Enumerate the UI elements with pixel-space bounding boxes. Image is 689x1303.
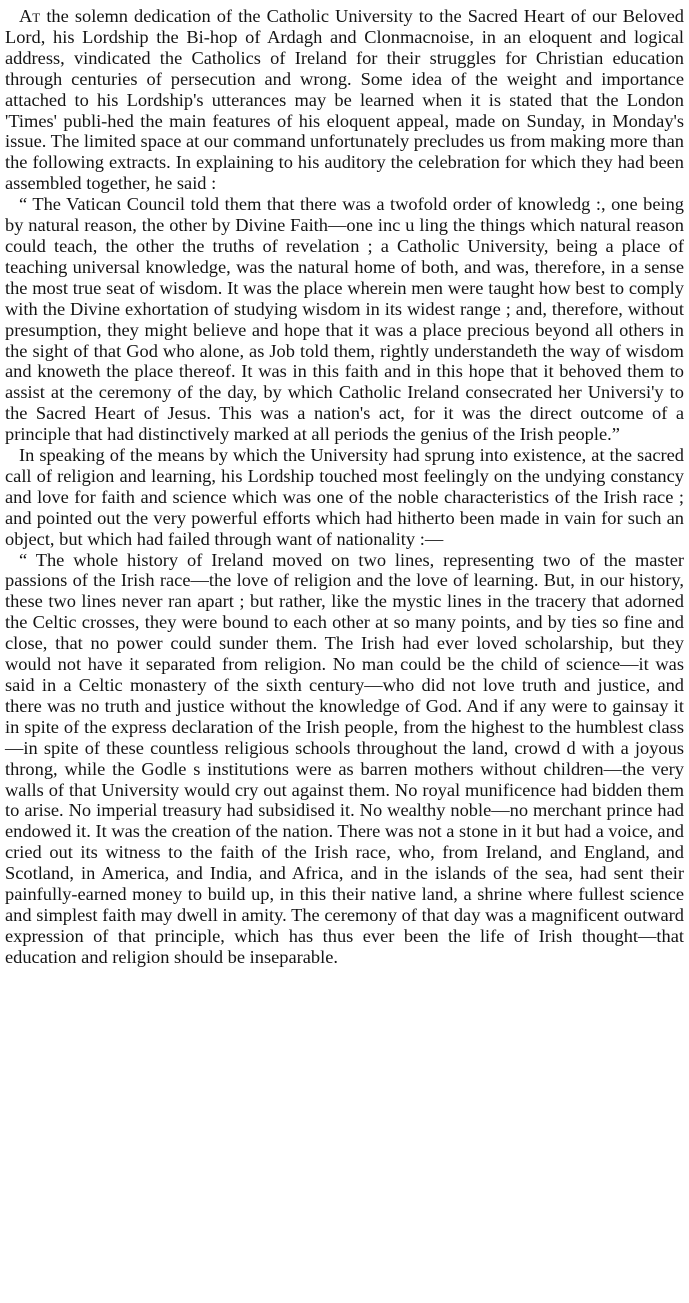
opening-word: At (19, 6, 41, 26)
paragraph-1-text: the solemn dedication of the Catholic University to the Sacred Heart of our Beloved Lord, his Lordship the Bi-hop of Ardagh and Clonmacnoise, in an eloquent and logical address, vindicated the Catholics of Ireland for their struggles for Christian education through centuries of persecution and wrong. Some idea of the weight and importance attached to his Lordship's utterances may be learned when it is stated that the London 'Times' publi-hed the main features of his eloquent appeal, made on Sunday, in Monday's issue. The limited space at our command unfortunately precludes us from making more than the following extracts. In explaining to his auditory the celebration for which they had been assembled together, he said : (5, 6, 684, 194)
article-quote-2: “ The whole history of Ireland moved on two lines, representing two of the master passions of the Irish race—the love of religion and the love of learning. But, in our history, these two lines never ran apart ; but rather, like the mystic lines in the tracery that adorned the Celtic crosses, they were bound to each other at so many points, and by ties so fine and close, that no power could sunder them. The Irish had ever loved scholarship, but they would not have it separated from religion. No man could be the child of science—it was said in a Celtic monastery of the sixth century—who did not love truth and justice, and there was no truth and justice without the knowledge of God. And if any were to gainsay it in spite of the express declaration of the Irish people, from the highest to the humblest class—in spite of these countless religious schools throughout the land, crowd d with a joyous throng, while the Godle s institutions were as barren mothers without children—the very walls of that University would cry out against them. No royal munificence had bidden them to arise. No imperial treasury had subsidised it. No wealthy noble—no merchant prince had endowed it. It was the creation of the nation. There was not a stone in it but had a voice, and cried out its witness to the faith of the Irish race, who, from Ireland, and England, and Scotland, in America, and India, and Africa, and in the islands of the sea, had sent their painfully-earned money to build up, in this their native land, a shrine where fullest science and simplest faith may dwell in amity. The ceremony of that day was a magnificent outward expression of that principle, which has thus ever been the life of Irish thought—that education and religion should be inseparable. (5, 549, 684, 967)
article-quote-1: “ The Vatican Council told them that there was a twofold order of knowledg :, one being by natural reason, the other by Divine Faith—one inc u ling the things which natural reason could teach, the other the truths of revelation ; a Catholic University, being a place of teaching universal knowledge, was the natural home of both, and was, therefore, in a sense the most true seat of wisdom. It was the place wherein men were taught how best to comply with the Divine exhortation of studying wisdom in its widest range ; and, therefore, without presumption, they might believe and hope that it was a place precious beyond all others in the sight of that God who alone, as Job told them, rightly understandeth the way of wisdom and knoweth the place thereof. It was in this faith and in this hope that it behoved them to assist at the ceremony of the day, by which Catholic Ireland consecrated her Universi'y to the Sacred Heart of Jesus. This was a nation's act, for it was the direct outcome of a principle that had distinctively marked at all periods the genius of the Irish people.” (5, 194, 684, 445)
article-paragraph-2: In speaking of the means by which the University had sprung into existence, at the sacred call of religion and learning, his Lordship touched most feelingly on the undying constancy and love for faith and science which was one of the noble characteristics of the Irish race ; and pointed out the very powerful efforts which had hitherto been made in vain for such an object, but which had failed through want of nationality :— (5, 445, 684, 549)
article-paragraph-1 (5, 6, 684, 194)
